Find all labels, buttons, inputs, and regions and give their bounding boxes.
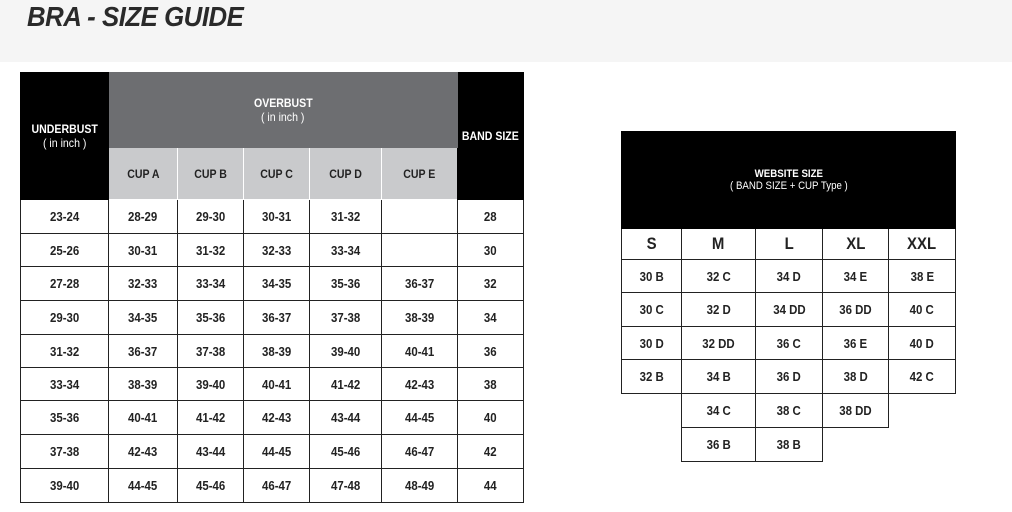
size-l-cell: 34 D <box>756 260 823 293</box>
band-size-cell: 42 <box>458 435 524 469</box>
size-s-cell: 30 C <box>622 293 682 327</box>
empty-cell <box>889 394 956 428</box>
overbust-header: OVERBUST ( in inch ) <box>109 73 458 148</box>
underbust-cell: 35-36 <box>21 401 109 435</box>
table-row <box>21 401 524 435</box>
cup-c-cell: 42-43 <box>244 401 310 435</box>
cup-d-header: CUP D <box>310 148 382 200</box>
website-size-header: WEBSITE SIZE ( BAND SIZE + CUP Type ) <box>622 132 956 229</box>
cup-a-cell: 32-33 <box>109 267 178 301</box>
cup-a-cell: 44-45 <box>109 469 178 503</box>
underbust-cell: 39-40 <box>21 469 109 503</box>
cup-e-cell: 42-43 <box>382 368 458 401</box>
table-row <box>21 267 524 301</box>
size-s-cell: 30 B <box>622 260 682 293</box>
cup-c-cell: 36-37 <box>244 301 310 335</box>
size-l-cell: 36 D <box>756 360 823 394</box>
underbust-cell: 33-34 <box>21 368 109 401</box>
size-xxl-cell: 40 C <box>889 293 956 327</box>
underbust-cell: 25-26 <box>21 234 109 267</box>
cup-d-cell: 33-34 <box>310 234 382 267</box>
size-xl-label: XL <box>823 229 889 260</box>
cup-c-cell: 38-39 <box>244 335 310 368</box>
underbust-cell: 29-30 <box>21 301 109 335</box>
size-xl-cell: 38 D <box>823 360 889 394</box>
band-size-cell: 32 <box>458 267 524 301</box>
table-row <box>622 260 956 293</box>
cup-b-cell: 35-36 <box>178 301 244 335</box>
cup-c-header: CUP C <box>244 148 310 200</box>
size-l-cell: 36 C <box>756 327 823 360</box>
cup-b-cell: 43-44 <box>178 435 244 469</box>
size-l-cell: 34 DD <box>756 293 823 327</box>
table-row <box>21 234 524 267</box>
cup-d-cell: 45-46 <box>310 435 382 469</box>
cup-e-cell: 44-45 <box>382 401 458 435</box>
cup-a-cell: 30-31 <box>109 234 178 267</box>
cup-a-cell: 28-29 <box>109 200 178 234</box>
cup-a-cell: 38-39 <box>109 368 178 401</box>
table-row <box>622 394 956 428</box>
band-size-cell: 44 <box>458 469 524 503</box>
page-title: BRA - SIZE GUIDE <box>27 1 244 32</box>
size-xl-cell: 34 E <box>823 260 889 293</box>
size-xl-cell: 36 DD <box>823 293 889 327</box>
table-row <box>21 301 524 335</box>
size-xxl-cell: 38 E <box>889 260 956 293</box>
cup-e-cell: 36-37 <box>382 267 458 301</box>
size-l-cell: 38 C <box>756 394 823 428</box>
size-m-cell: 32 DD <box>682 327 756 360</box>
table-row <box>622 360 956 394</box>
underbust-cell: 23-24 <box>21 200 109 234</box>
size-m-cell: 34 B <box>682 360 756 394</box>
cup-d-cell: 35-36 <box>310 267 382 301</box>
size-xl-cell: 38 DD <box>823 394 889 428</box>
band-size-cell: 34 <box>458 301 524 335</box>
band-size-cell: 28 <box>458 200 524 234</box>
cup-d-cell: 37-38 <box>310 301 382 335</box>
cup-e-cell <box>382 200 458 234</box>
cup-e-cell: 38-39 <box>382 301 458 335</box>
table-row <box>21 469 524 503</box>
cup-b-cell: 39-40 <box>178 368 244 401</box>
table-row <box>622 428 956 462</box>
cup-d-cell: 31-32 <box>310 200 382 234</box>
band-size-cell: 30 <box>458 234 524 267</box>
size-m-cell: 34 C <box>682 394 756 428</box>
cup-b-cell: 29-30 <box>178 200 244 234</box>
cup-e-cell: 40-41 <box>382 335 458 368</box>
size-xl-cell: 36 E <box>823 327 889 360</box>
cup-c-cell: 40-41 <box>244 368 310 401</box>
cup-e-cell: 48-49 <box>382 469 458 503</box>
page-header <box>0 0 1012 62</box>
size-m-cell: 36 B <box>682 428 756 462</box>
cup-e-header: CUP E <box>382 148 458 200</box>
cup-c-cell: 34-35 <box>244 267 310 301</box>
website-size-table <box>621 131 956 462</box>
underbust-header: UNDERBUST ( in inch ) <box>21 73 109 200</box>
cup-a-cell: 34-35 <box>109 301 178 335</box>
size-label-row <box>622 229 956 260</box>
size-xxl-cell: 40 D <box>889 327 956 360</box>
table-row <box>622 327 956 360</box>
underbust-cell: 37-38 <box>21 435 109 469</box>
cup-c-cell: 32-33 <box>244 234 310 267</box>
cup-a-cell: 40-41 <box>109 401 178 435</box>
underbust-cell: 31-32 <box>21 335 109 368</box>
table-row <box>21 435 524 469</box>
cup-b-header: CUP B <box>178 148 244 200</box>
cup-d-cell: 47-48 <box>310 469 382 503</box>
cup-a-cell: 36-37 <box>109 335 178 368</box>
size-xxl-label: XXL <box>889 229 956 260</box>
size-s-cell: 32 B <box>622 360 682 394</box>
cup-b-cell: 33-34 <box>178 267 244 301</box>
size-s-cell: 30 D <box>622 327 682 360</box>
size-l-cell: 38 B <box>756 428 823 462</box>
empty-cell <box>622 428 682 462</box>
underbust-cell: 27-28 <box>21 267 109 301</box>
cup-e-cell <box>382 234 458 267</box>
size-s-label: S <box>622 229 682 260</box>
empty-cell <box>622 394 682 428</box>
cup-a-cell: 42-43 <box>109 435 178 469</box>
band-size-cell: 38 <box>458 368 524 401</box>
cup-d-cell: 41-42 <box>310 368 382 401</box>
size-m-cell: 32 D <box>682 293 756 327</box>
cup-c-cell: 30-31 <box>244 200 310 234</box>
cup-b-cell: 37-38 <box>178 335 244 368</box>
size-l-label: L <box>756 229 823 260</box>
band-size-cell: 40 <box>458 401 524 435</box>
table-row <box>21 200 524 234</box>
table-row <box>21 335 524 368</box>
cup-a-header: CUP A <box>109 148 178 200</box>
cup-d-cell: 39-40 <box>310 335 382 368</box>
cup-c-cell: 44-45 <box>244 435 310 469</box>
cup-b-cell: 41-42 <box>178 401 244 435</box>
size-xxl-cell: 42 C <box>889 360 956 394</box>
cup-b-cell: 45-46 <box>178 469 244 503</box>
band-size-cell: 36 <box>458 335 524 368</box>
table-row <box>21 368 524 401</box>
cup-d-cell: 43-44 <box>310 401 382 435</box>
empty-cell <box>889 428 956 462</box>
table-row <box>622 293 956 327</box>
size-guide-table <box>20 72 524 503</box>
cup-e-cell: 46-47 <box>382 435 458 469</box>
size-m-label: M <box>682 229 756 260</box>
empty-cell <box>823 428 889 462</box>
cup-b-cell: 31-32 <box>178 234 244 267</box>
band-size-header: BAND SIZE <box>458 73 524 200</box>
cup-c-cell: 46-47 <box>244 469 310 503</box>
size-m-cell: 32 C <box>682 260 756 293</box>
